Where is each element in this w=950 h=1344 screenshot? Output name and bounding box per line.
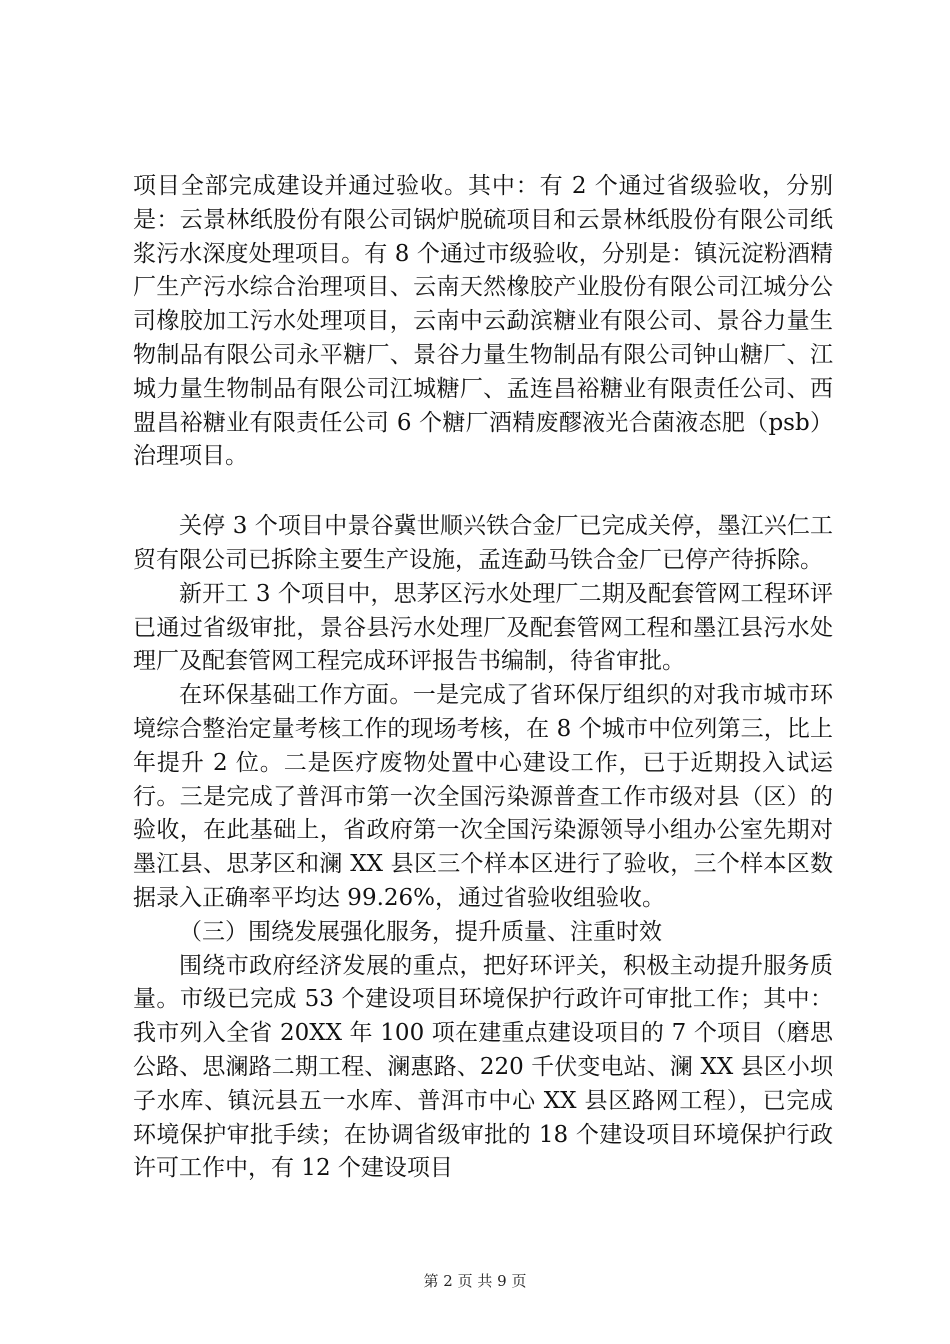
page-indicator: 第 2 页 共 9 页 [423, 1272, 527, 1290]
section-heading-three: （三）围绕发展强化服务，提升质量、注重时效 [179, 918, 662, 945]
document-body [133, 170, 833, 1186]
paragraph-closure: 关停 3 个项目中景谷冀世顺兴铁合金厂已完成关停，墨江兴仁工贸有限公司已拆除主要生产设施，孟连勐马铁合金厂已停产待拆除。 [133, 513, 833, 573]
paragraph-service: 围绕市政府经济发展的重点，把好环评关，积极主动提升服务质量。市级已完成 53 个建设项目环境保护行政许可审批工作；其中：我市列入全省 20XX 年 100 项在建重点建设项目的 7 个项目（磨思公路、思澜路二期工程、澜惠路、220 千伏变电站、澜 XX 县区小坝子水库、镇沅县五一水库、普洱市中心 XX 县区路网工程），已完成环境保护审批手续；在协调省级审批的 18 个建设项目环境保护行政许可工作中，有 12 个建设项目 [133, 952, 833, 1182]
page-footer [0, 1270, 950, 1291]
paragraph-new-projects: 新开工 3 个项目中，思茅区污水处理厂二期及配套管网工程环评已通过省级审批，景谷县污水处理厂及配套管网工程和墨江县污水处理厂及配套管网工程完成环评报告书编制，待省审批。 [133, 580, 833, 675]
paragraph-foundation-work: 在环保基础工作方面。一是完成了省环保厅组织的对我市城市环境综合整治定量考核工作的现场考核，在 8 个城市中位列第三，比上年提升 2 位。二是医疗废物处置中心建设工作，已于近期投入试运行。三是完成了普洱市第一次全国污染源普查工作市级对县（区）的验收，在此基础上，省政府第一次全国污染源领导小组办公室先期对墨江县、思茅区和澜 XX 县区三个样本区进行了验收，三个样本区数据录入正确率平均达 99.26%，通过省验收组验收。 [133, 682, 833, 911]
paragraph-acceptance: 项目全部完成建设并通过验收。其中：有 2 个通过省级验收，分别是：云景林纸股份有限公司锅炉脱硫项目和云景林纸股份有限公司纸浆污水深度处理项目。有 8 个通过市级验收，分别是：镇沅淀粉酒精厂生产污水综合治理项目、云南天然橡胶产业股份有限公司江城分公司橡胶加工污水处理项目，云南中云勐滨糖业有限公司、景谷力量生物制品有限公司永平糖厂、景谷力量生物制品有限公司钟山糖厂、江城力量生物制品有限公司江城糖厂、孟连昌裕糖业有限责任公司、西盟昌裕糖业有限责任公司 6 个糖厂酒精废醪液光合菌液态肥（psb）治理项目。 [133, 173, 833, 470]
